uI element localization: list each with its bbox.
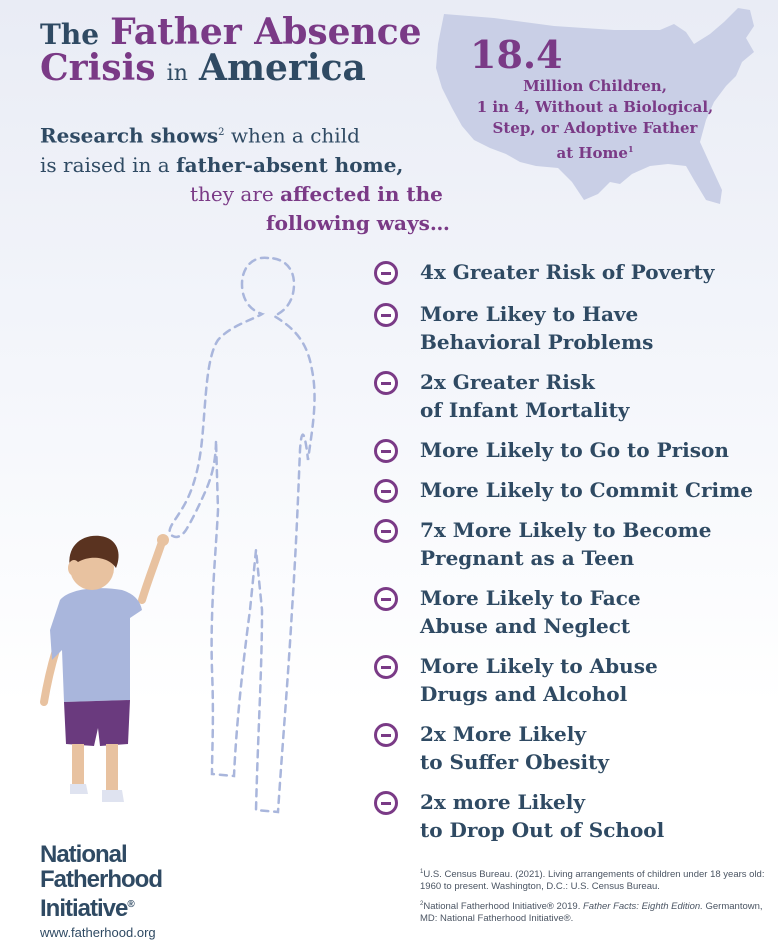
minus-circle-icon [374,791,398,815]
effect-text: More Likely to Abuse Drugs and Alcohol [420,654,658,706]
effect-item-crime [374,476,774,504]
minus-circle-icon [374,303,398,327]
footnote-1-text: U.S. Census Bureau. (2021). Living arrangements of children under 18 years old: 1960 to present. Washington, D.C.: U.S. Census Bureau. [420,869,765,893]
footnote-2-text-a: National Fatherhood Initiative® 2019. [423,901,583,913]
page-title [40,11,422,89]
effect-item-prison [374,436,774,464]
minus-circle-icon [374,479,398,503]
footnotes [420,866,770,930]
minus-circle-icon [374,587,398,611]
stat-line-2: 1 in 4, Without a Biological, [476,98,714,116]
website-url: www.fatherhood.org [40,925,156,940]
footnote-2-text-c: Germantown, MD: National Fatherhood Initiative®. [420,901,763,925]
effect-item-teen-pregnancy [374,516,774,572]
research-bold-1: Research shows [40,123,219,148]
minus-circle-icon [374,519,398,543]
effect-item-abuse-neglect [374,584,774,640]
effect-text: 7x More Likely to Become Pregnant as a Teen [420,518,712,570]
effect-text: 2x more Likely to Drop Out of School [420,790,665,842]
title-word-america: America [199,47,366,89]
effect-item-behavioral [374,300,774,356]
father-child-illustration [30,250,360,820]
effect-text: More Likely to Commit Crime [420,478,753,502]
research-bold-2: father-absent home, [176,152,404,177]
research-intro [40,118,450,238]
minus-circle-icon [374,655,398,679]
statistic-description [440,76,750,164]
minus-circle-icon [374,723,398,747]
minus-circle-icon [374,439,398,463]
effect-item-infant-mortality [374,368,774,424]
effect-text: More Likely to Face Abuse and Neglect [420,586,641,638]
effect-item-poverty [374,258,774,286]
effect-text: More Likely to Go to Prison [420,438,729,462]
research-footnote-ref: 2 [218,127,225,138]
title-word-in: in [166,61,188,86]
title-word-crisis: Crisis [40,47,156,89]
effect-item-obesity [374,720,774,776]
research-text-2: is raised in a [40,152,177,177]
statistic-number: 18.4 [470,32,563,77]
effect-item-drugs-alcohol [374,652,774,708]
effect-item-dropout [374,788,774,844]
research-text-3: they are [190,181,281,206]
child-figure [44,534,169,802]
research-bold-4: following ways… [266,210,450,235]
footnote-2 [420,898,770,925]
stat-line-4: at Home [556,144,628,162]
footnote-1-number: 1 [420,869,424,875]
dashed-father-outline [170,258,315,812]
effect-text: 4x Greater Risk of Poverty [420,260,715,284]
stat-footnote-ref: 1 [627,144,634,154]
footnote-2-book-title: Father Facts: Eighth Edition. [582,901,703,913]
registered-mark: ® [127,899,134,910]
effect-text: 2x More Likely to Suffer Obesity [420,722,610,774]
stat-line-3: Step, or Adoptive Father [492,119,698,137]
title-word-father-absence: Father Absence [110,11,422,53]
logo-name: National Fatherhood Initiative [40,841,162,922]
research-text-1: when a child [224,123,360,148]
effect-text: More Likey to Have Behavioral Problems [420,302,654,354]
title-word-the: The [40,18,100,51]
minus-circle-icon [374,371,398,395]
organization-logo [40,842,162,940]
footnote-2-number: 2 [420,901,424,908]
research-bold-3: affected in the [280,181,443,206]
minus-circle-icon [374,261,398,285]
footnote-1 [420,866,770,893]
stat-line-1: Million Children, [523,77,667,95]
effect-text: 2x Greater Risk of Infant Mortality [420,370,630,422]
